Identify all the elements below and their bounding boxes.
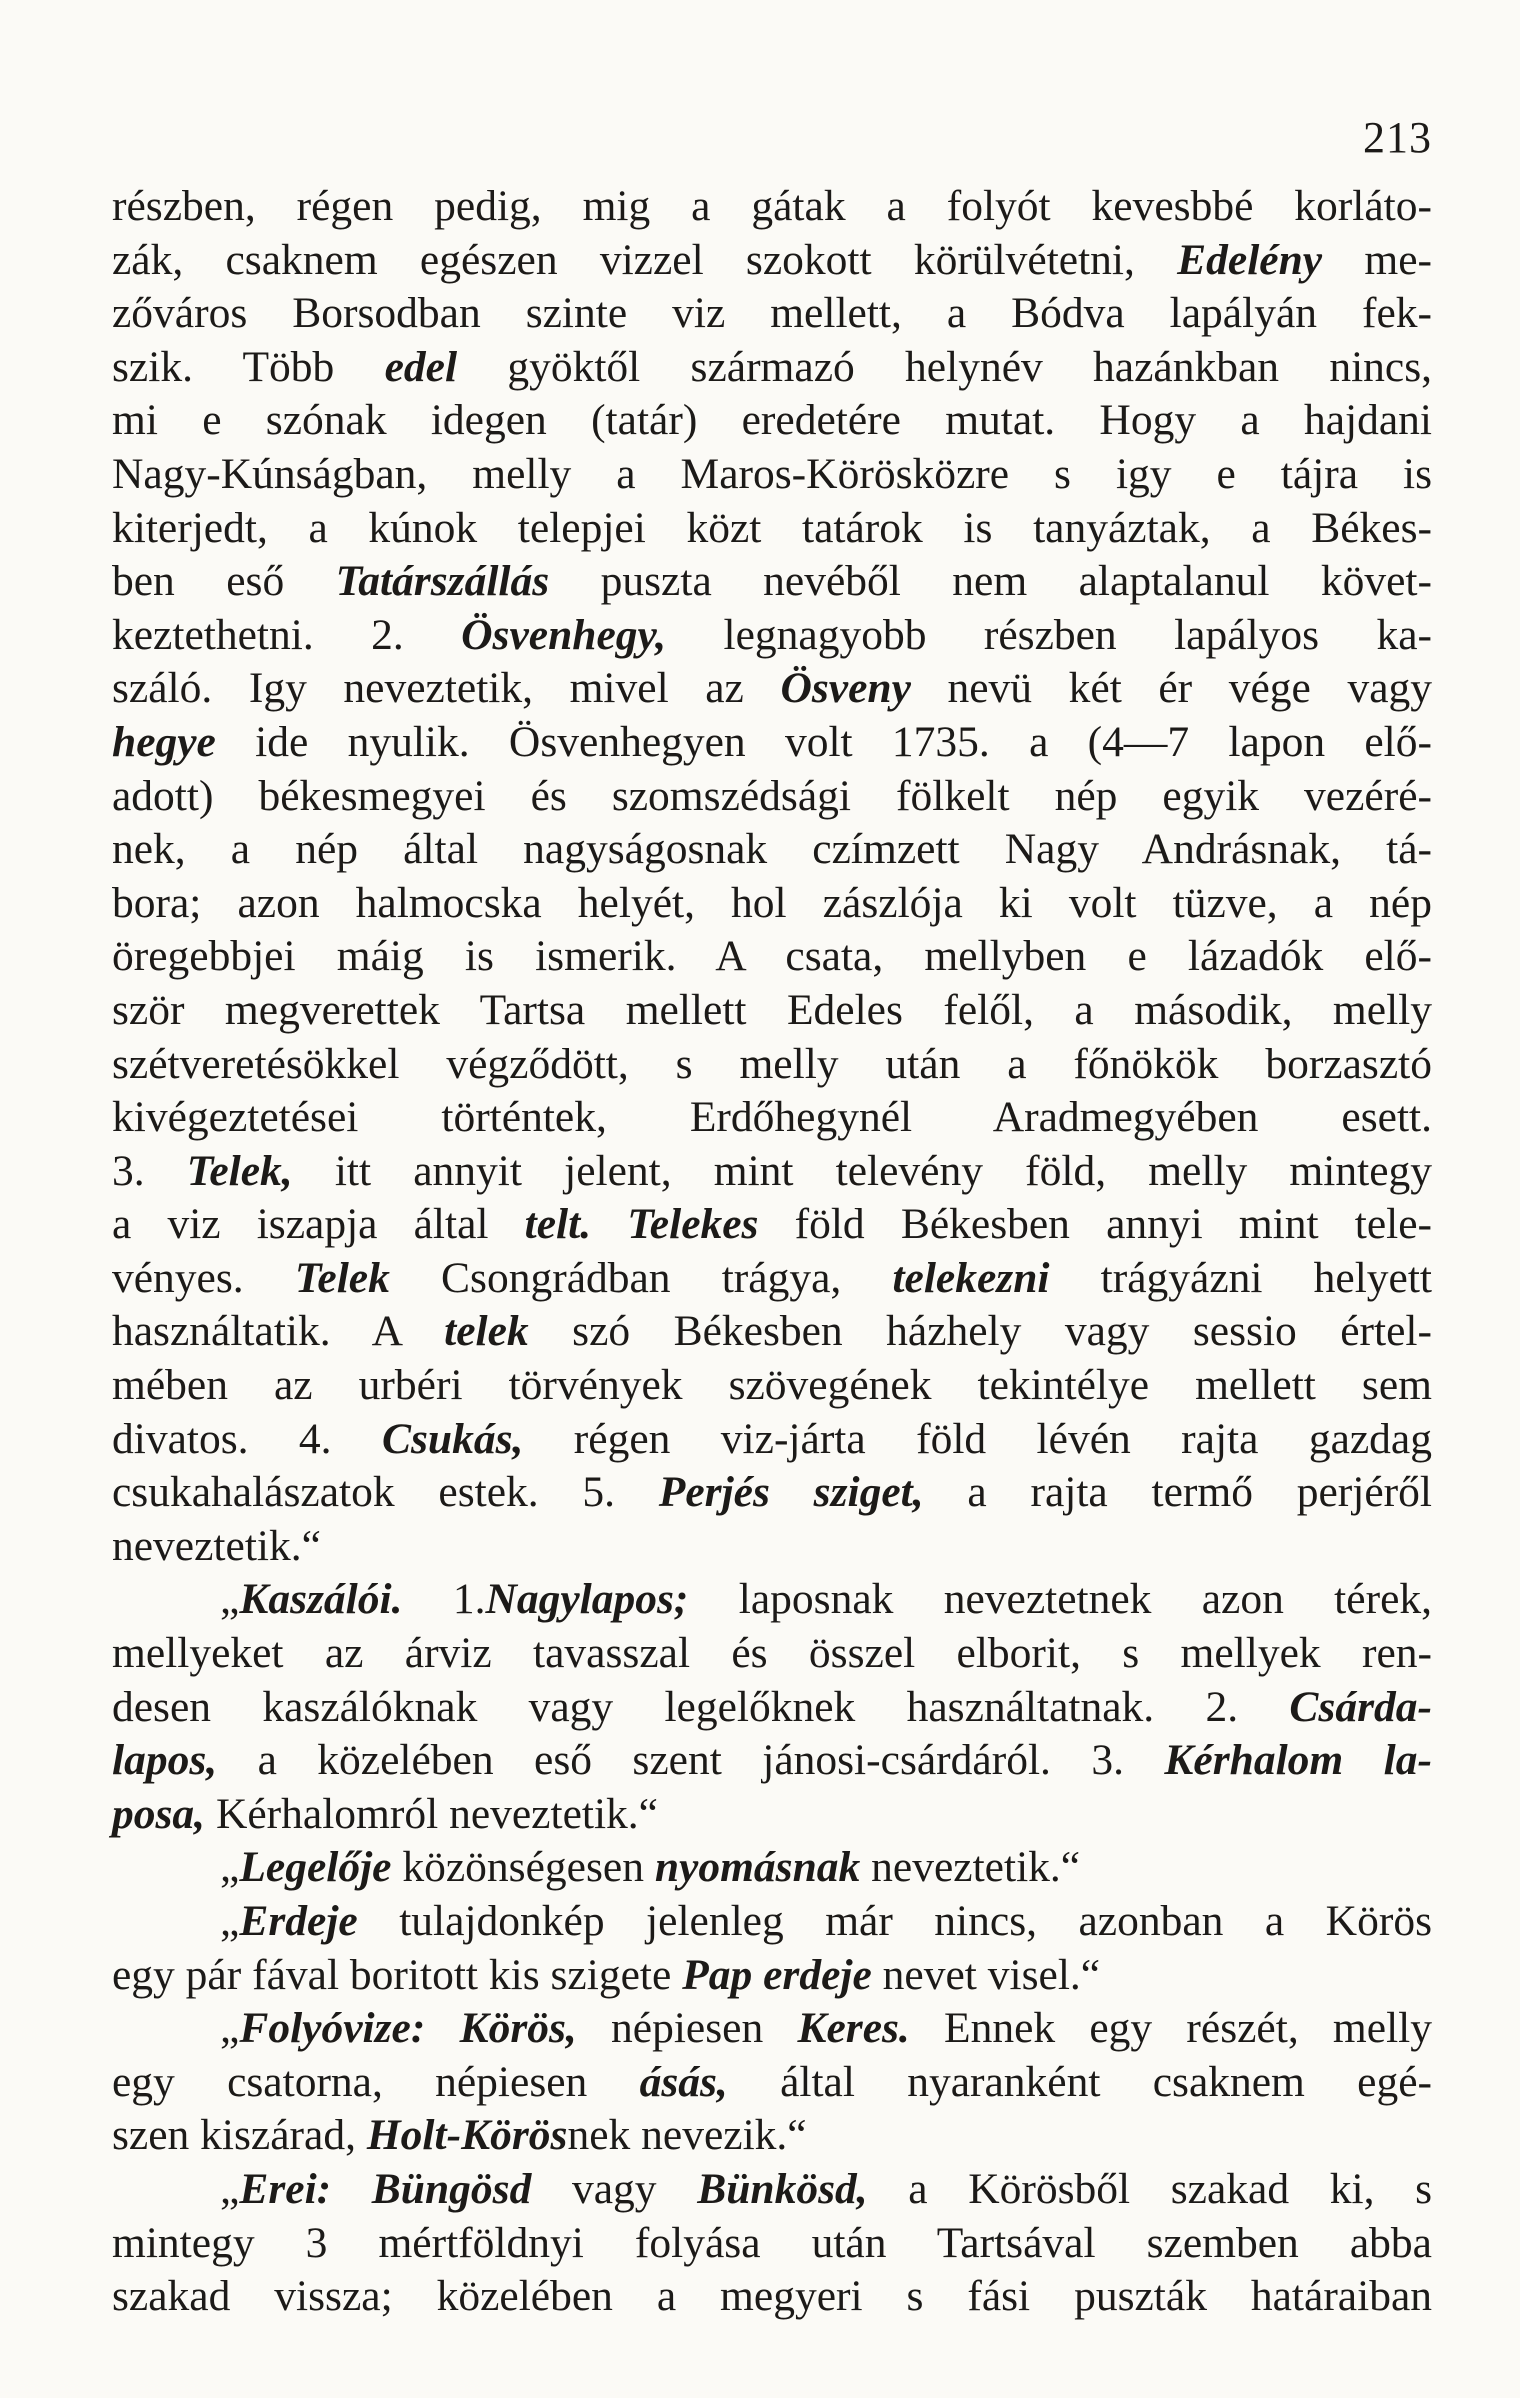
text-segment: használtatik. A [112, 1307, 445, 1356]
italic-term: nyomásnak [654, 1843, 861, 1892]
text-segment: 1. [402, 1575, 486, 1624]
text-segment: „ [220, 1843, 240, 1892]
italic-term: Ösvenhegy, [461, 610, 667, 659]
text-line [112, 1895, 1432, 1949]
page-number: 213 [1363, 113, 1432, 162]
text-line [112, 1573, 1432, 1627]
text-line [112, 1788, 1432, 1842]
text-segment: „ [220, 2004, 240, 2053]
text-segment: nevü két ér vége vagy [910, 664, 1433, 713]
italic-term: Telek, [186, 1146, 293, 1195]
text-line [112, 1681, 1432, 1735]
text-line [112, 662, 1432, 716]
text-line [112, 1466, 1432, 1520]
text-line [112, 609, 1432, 663]
text-segment: szétveretésökkel végződött, s melly után a főnökök borzasztó [112, 1039, 1432, 1088]
text-line [112, 1627, 1432, 1681]
text-line [112, 2056, 1432, 2110]
text-segment: vagy [531, 2164, 698, 2213]
text-segment: laposnak neveztetnek azon térek, [688, 1575, 1432, 1624]
text-line [112, 2217, 1432, 2271]
text-segment: trágyázni helyett [1049, 1253, 1433, 1302]
text-segment: ide nyulik. Ösvenhegyen volt 1735. a (4—7 lapon elő- [215, 717, 1432, 766]
italic-term: ásás, [639, 2057, 728, 2106]
text-segment: Kérhalomról neveztetik.“ [205, 1789, 658, 1838]
text-segment: nek, a nép által nagyságosnak czímzett Nagy Andrásnak, tá- [112, 825, 1432, 874]
italic-term: Kérhalom la- [1164, 1736, 1432, 1785]
italic-term: Csukás, [381, 1414, 524, 1463]
text-segment: ben eső [112, 557, 336, 606]
text-segment: me- [1322, 235, 1432, 284]
italic-term: Körös, [459, 2004, 577, 2053]
text-segment: népiesen [576, 2004, 798, 2053]
text-line [112, 770, 1432, 824]
italic-term: Bünkösd, [697, 2164, 868, 2213]
text-line [112, 448, 1432, 502]
text-line [112, 287, 1432, 341]
text-segment: szó Békesben házhely vagy sessio értel- [528, 1307, 1432, 1356]
text-line [112, 984, 1432, 1038]
text-segment: Nagy-Kúnságban, melly a Maros-Körösközre s igy e tájra is [112, 449, 1432, 498]
italic-term: Holt-Körös [366, 2111, 568, 2160]
text-segment: egy csatorna, népiesen [112, 2057, 640, 2106]
text-line [112, 930, 1432, 984]
text-segment: csukahalászatok estek. 5. [112, 1468, 659, 1517]
body-text [112, 180, 1432, 2324]
italic-term: telekezni [892, 1253, 1050, 1302]
text-line [112, 716, 1432, 770]
text-segment: tulajdonkép jelenleg már nincs, azonban a Körös [357, 1897, 1432, 1945]
text-segment [331, 2165, 372, 2213]
text-line [112, 1252, 1432, 1306]
text-segment: keztethetni. 2. [112, 610, 462, 659]
text-segment: öregebbjei máig is ismerik. A csata, mellyben e lázadók elő- [112, 932, 1432, 981]
text-segment: a Körösből szakad ki, s [867, 2164, 1433, 2213]
italic-term: Nagylapos; [485, 1575, 689, 1624]
text-segment: mében az urbéri törvények szövegének tekintélye mellett sem [112, 1361, 1432, 1410]
italic-term: Pap erdeje [682, 1950, 872, 1999]
text-line [112, 1038, 1432, 1092]
text-segment: mi e szónak idegen (tatár) eredetére mutat. Hogy a hajdani [112, 396, 1432, 445]
text-segment: „ [220, 1897, 240, 1945]
italic-term: Telek [294, 1253, 390, 1302]
italic-term: posa, [112, 1789, 206, 1838]
text-segment: föld Békesben annyi mint tele- [758, 1200, 1432, 1249]
italic-term: lapos, [112, 1736, 218, 1785]
text-segment: közönségesen [391, 1843, 655, 1892]
text-line [112, 1413, 1432, 1467]
text-line [112, 1949, 1432, 2003]
text-segment: puszta nevéből nem alaptalanul követ- [549, 557, 1432, 606]
text-line [112, 1841, 1432, 1895]
text-line [112, 502, 1432, 556]
text-segment: adott) békesmegyei és szomszédsági fölkelt nép egyik vezéré- [112, 771, 1432, 820]
text-segment: Csongrádban trágya, [389, 1253, 893, 1302]
text-segment: kivégeztetései történtek, Erdőhegynél Aradmegyében esett. [112, 1093, 1432, 1142]
text-segment: szik. Több [112, 342, 385, 391]
text-segment: nek nevezik.“ [567, 2111, 807, 2160]
text-line [112, 1145, 1432, 1199]
text-segment: „ [220, 1575, 240, 1624]
italic-term: Kaszálói. [239, 1575, 403, 1624]
text-segment: vényes. [112, 1253, 295, 1302]
text-line [112, 2270, 1432, 2324]
italic-term: Edelény [1177, 235, 1323, 284]
italic-term: Telekes [627, 1200, 759, 1249]
italic-term: edel [384, 342, 458, 391]
text-segment: neveztetik.“ [112, 1521, 321, 1570]
text-segment: neveztetik.“ [860, 1843, 1081, 1892]
text-segment: mintegy 3 mértföldnyi folyása után Tartsával szemben abba [112, 2218, 1432, 2267]
text-segment: szen kiszárad, [112, 2111, 367, 2160]
text-segment: a rajta termő perjéről [923, 1468, 1432, 1517]
text-line [112, 180, 1432, 234]
text-line [112, 1359, 1432, 1413]
text-segment: kiterjedt, a kúnok telepjei közt tatárok is tanyáztak, a Békes- [112, 503, 1432, 552]
text-segment: régen viz-járta föld lévén rajta gazdag [523, 1414, 1432, 1463]
text-segment [591, 1200, 627, 1248]
text-segment: mellyeket az árviz tavasszal és összel elborit, s mellyek ren- [112, 1629, 1432, 1678]
italic-term: telt. [524, 1200, 592, 1249]
italic-term: hegye [112, 717, 216, 766]
italic-term: Folyóvize: [239, 2004, 426, 2053]
text-line [112, 1091, 1432, 1145]
text-segment: részben, régen pedig, mig a gátak a folyót kevesbbé korláto- [112, 182, 1432, 230]
text-segment: 3. [112, 1146, 187, 1195]
italic-term: Legelője [239, 1843, 392, 1892]
text-segment: bora; azon halmocska helyét, hol zászlója ki volt tüzve, a nép [112, 878, 1432, 927]
text-segment: szakad vissza; közelében a megyeri s fási puszták határaiban [112, 2272, 1432, 2321]
italic-term: Tatárszállás [335, 557, 550, 606]
text-line [112, 1198, 1432, 1252]
text-segment: a közelében eső szent jánosi-csárdáról. 3. [217, 1736, 1165, 1785]
text-line [112, 1305, 1432, 1359]
text-segment: nevet visel.“ [871, 1950, 1101, 1999]
text-segment: „ [220, 2164, 240, 2213]
text-segment: egy pár fával boritott kis szigete [112, 1950, 683, 1999]
text-segment [425, 2004, 459, 2052]
italic-term: Perjés sziget, [658, 1468, 924, 1517]
text-segment: legnagyobb részben lapályos ka- [666, 610, 1432, 659]
text-line [112, 2163, 1432, 2217]
text-segment: zák, csaknem egészen vizzel szokott körülvétetni, [112, 235, 1178, 284]
italic-term: Erei: [239, 2164, 332, 2213]
text-segment: gyöktől származó helynév hazánkban nincs, [457, 342, 1433, 391]
text-line [112, 1734, 1432, 1788]
text-line [112, 555, 1432, 609]
italic-term: Erdeje [239, 1897, 358, 1945]
text-line [112, 341, 1432, 395]
text-segment: desen kaszálóknak vagy legelőknek használtatnak. 2. [112, 1682, 1290, 1731]
text-segment: ször megverettek Tartsa mellett Edeles felől, a második, melly [112, 985, 1432, 1034]
italic-term: telek [444, 1307, 529, 1356]
text-segment: divatos. 4. [112, 1414, 382, 1463]
text-segment: zőváros Borsodban szinte viz mellett, a Bódva lapályán fek- [112, 289, 1432, 338]
text-segment: itt annyit jelent, mint televény föld, melly mintegy [292, 1146, 1432, 1195]
italic-term: Csárda- [1289, 1682, 1432, 1731]
text-line [112, 2109, 1432, 2163]
text-line [112, 823, 1432, 877]
italic-term: Büngösd [371, 2164, 532, 2213]
text-segment: a viz iszapja által [112, 1200, 525, 1249]
text-segment: Ennek egy részét, melly [909, 2004, 1432, 2053]
text-line [112, 234, 1432, 288]
italic-term: Keres. [797, 2004, 910, 2053]
text-line [112, 394, 1432, 448]
text-segment: száló. Igy neveztetik, mivel az [112, 664, 781, 713]
text-segment: által nyaranként csaknem egé- [727, 2057, 1433, 2106]
text-line [112, 1520, 1432, 1574]
text-line [112, 877, 1432, 931]
text-line [112, 2002, 1432, 2056]
italic-term: Ösveny [780, 664, 911, 713]
